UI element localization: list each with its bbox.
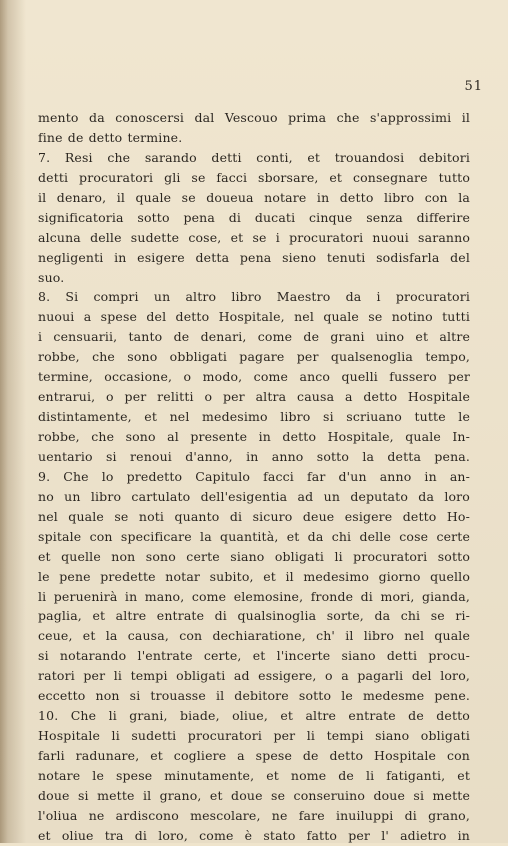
text-line: i censuarii, tanto de denari, come de grani uino et altre bbox=[38, 329, 470, 345]
text-line: il denaro, il quale se doueua notare in detto libro con la bbox=[38, 189, 470, 205]
text-line: negligenti in esigere detta pena sieno tenuti sodisfarla del bbox=[38, 249, 470, 265]
text-line: l'oliua ne ardiscono mescolare, ne fare inuiluppi di grano, bbox=[38, 807, 470, 823]
text-line: li peruenirà in mano, come elemosine, fronde di mori, gianda, bbox=[38, 588, 470, 604]
text-line: eccetto non si trouasse il debitore sotto le medesme pene. bbox=[38, 688, 470, 704]
text-line: uentario si renoui d'anno, in anno sotto la detta pena. bbox=[38, 448, 470, 464]
text-line: significatoria sotto pena di ducati cinque senza differire bbox=[38, 209, 470, 225]
text-line: 9. Che lo predetto Capitulo facci far d'un anno in an- bbox=[38, 468, 470, 484]
text-line: entrarui, o per relitti o per altra causa a detto Hospitale bbox=[38, 389, 470, 405]
text-line: le pene predette notar subito, et il medesimo giorno quello bbox=[38, 568, 470, 584]
text-line: notare le spese minutamente, et nome de li fatiganti, et bbox=[38, 767, 470, 783]
text-line: fine de detto termine. bbox=[38, 129, 183, 145]
text-line: 7. Resi che sarando detti conti, et trouandosi debitori bbox=[38, 149, 470, 165]
text-line: detti procuratori gli se facci sborsare, et consegnare tutto bbox=[38, 169, 470, 185]
text-line: Hospitale li sudetti procuratori per li tempi siano obligati bbox=[38, 728, 470, 744]
text-line: paglia, et altre entrate di qualsinoglia sorte, da chi se ri- bbox=[38, 608, 470, 624]
text-line: doue si mette il grano, et doue se conseruino doue si mette bbox=[38, 787, 470, 803]
page-number: 51 bbox=[464, 79, 483, 94]
text-line: termine, occasione, o modo, come anco quelli fussero per bbox=[38, 369, 470, 385]
text-line: suo. bbox=[38, 269, 65, 285]
text-line: nel quale se noti quanto di sicuro deue esigere detto Ho- bbox=[38, 508, 470, 524]
text-line: nuoui a spese del detto Hospitale, nel quale se notino tutti bbox=[38, 309, 470, 325]
text-line: ratori per li tempi obligati ad essigere, o a pagarli del loro, bbox=[38, 668, 470, 684]
text-line: robbe, che sono obbligati pagare per qualsenoglia tempo, bbox=[38, 349, 470, 365]
text-line: distintamente, et nel medesimo libro si scriuano tutte le bbox=[38, 409, 470, 425]
text-line: et quelle non sono certe siano obligati li procuratori sotto bbox=[38, 548, 470, 564]
text-line: spitale con specificare la quantità, et da chi delle cose certe bbox=[38, 528, 470, 544]
text-line: 8. Si compri un altro libro Maestro da i procuratori bbox=[38, 289, 470, 305]
text-line: mento da conoscersi dal Vescouo prima che s'approssimi il bbox=[38, 110, 470, 125]
text-line: 10. Che li grani, biade, oliue, et altre entrate de detto bbox=[38, 708, 470, 724]
text-line: robbe, che sono al presente in detto Hospitale, quale In- bbox=[38, 429, 470, 444]
text-line: ceue, et la causa, con dechiaratione, ch' il libro nel quale bbox=[38, 628, 470, 644]
text-line: si notarando l'entrate certe, et l'incerte siano detti procu- bbox=[38, 648, 470, 664]
body-text bbox=[38, 108, 470, 846]
text-line: et oliue tra di loro, come è stato fatto per l' adietro in bbox=[38, 827, 470, 843]
text-line: farli radunare, et cogliere a spese de detto Hospitale con bbox=[38, 748, 470, 763]
text-line: no un libro cartulato dell'esigentia ad un deputato da loro bbox=[38, 488, 470, 504]
text-line: alcuna delle sudette cose, et se i procuratori nuoui saranno bbox=[38, 229, 470, 245]
